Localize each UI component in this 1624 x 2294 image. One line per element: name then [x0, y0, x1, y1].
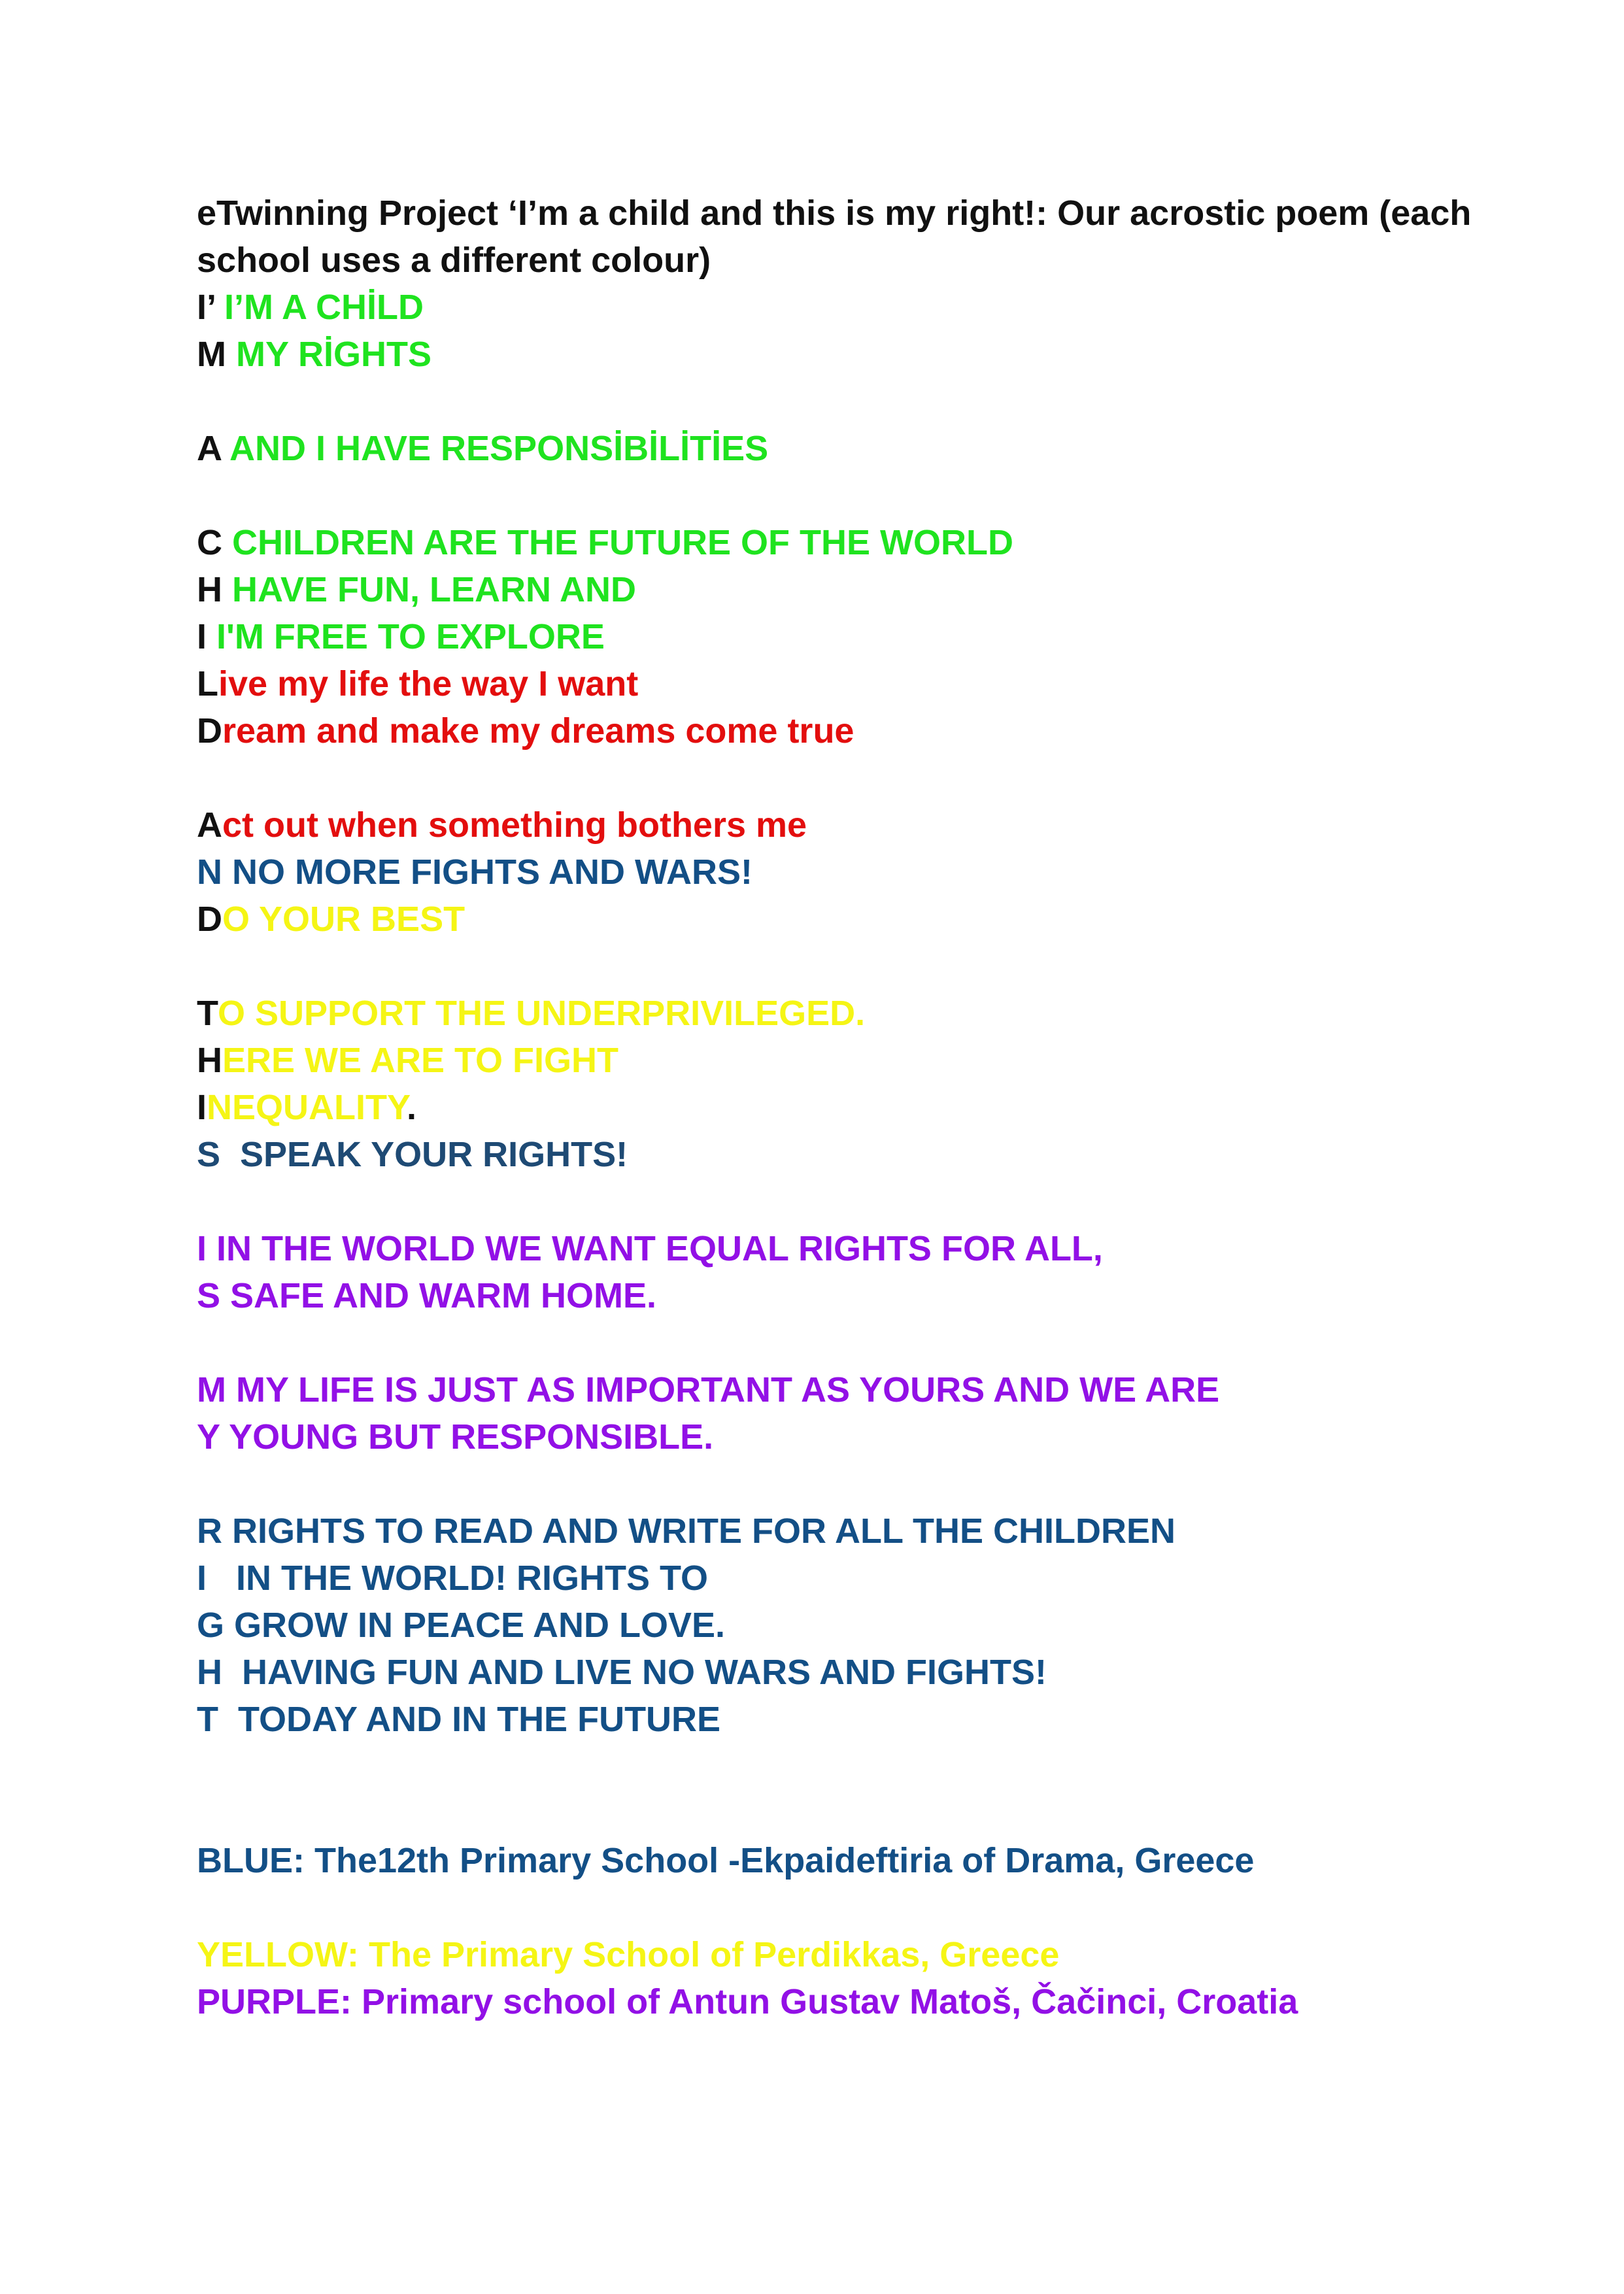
legend-yellow: YELLOW: The Primary School of Perdikkas, Greece [197, 1935, 1060, 1974]
poem-text: I'M FREE TO EXPLORE [216, 617, 605, 656]
poem-text: MY RİGHTS [236, 335, 432, 374]
blank-line [197, 472, 1504, 519]
poem-line-21: I IN THE WORLD! RIGHTS TO [197, 1559, 708, 1598]
poem-text: ive my life the way I want [218, 664, 639, 703]
poem-line-6 [197, 613, 1504, 660]
poem-text: O SUPPORT THE UNDERPRIVILEGED. [218, 994, 866, 1033]
blank-line [197, 1178, 1504, 1225]
blank-line [197, 943, 1504, 990]
poem-text: NO MORE FIGHTS AND WARS! [232, 852, 753, 892]
acrostic-letter: A [197, 805, 222, 845]
poem-line-8 [197, 707, 1504, 754]
poem-line-20: R RIGHTS TO READ AND WRITE FOR ALL THE CHILDREN [197, 1511, 1176, 1551]
poem-text: ream and make my dreams come true [222, 711, 854, 751]
legend-blue: BLUE: The12th Primary School -Ekpaideftiria of Drama, Greece [197, 1841, 1255, 1880]
acrostic-poem-document [197, 190, 1504, 2025]
poem-line-5 [197, 566, 1504, 613]
poem-line-4 [197, 519, 1504, 566]
poem-line-22: G GROW IN PEACE AND LOVE. [197, 1606, 726, 1645]
poem-text: ct out when something bothers me [222, 805, 807, 845]
poem-line-9 [197, 801, 1504, 849]
poem-line-12 [197, 990, 1504, 1037]
poem-text: CHILDREN ARE THE FUTURE OF THE WORLD [232, 523, 1013, 562]
blank-line [197, 1884, 1504, 1931]
acrostic-letter: M [197, 335, 236, 374]
poem-line-10 [197, 849, 1504, 896]
poem-line-2 [197, 331, 1504, 378]
acrostic-letter: I [197, 617, 217, 656]
poem-line-19: Y YOUNG BUT RESPONSIBLE. [197, 1417, 714, 1457]
period-mark: . [407, 1088, 417, 1127]
poem-line-1 [197, 284, 1504, 331]
poem-line-23: H HAVING FUN AND LIVE NO WARS AND FIGHTS! [197, 1653, 1047, 1692]
poem-text: HAVE FUN, LEARN AND [232, 570, 636, 609]
acrostic-letter: L [197, 664, 218, 703]
blank-line [197, 754, 1504, 801]
acrostic-letter: I [197, 1088, 207, 1127]
acrostic-letter: H [197, 1041, 222, 1080]
blank-line [197, 1319, 1504, 1366]
acrostic-letter: H [197, 570, 232, 609]
acrostic-letter: A [197, 429, 229, 468]
poem-line-18: M MY LIFE IS JUST AS IMPORTANT AS YOURS AND WE ARE [197, 1370, 1220, 1409]
poem-line-17: S SAFE AND WARM HOME. [197, 1276, 657, 1315]
acrostic-letter: I’ [197, 288, 225, 327]
poem-line-14 [197, 1084, 1504, 1131]
poem-line-11 [197, 896, 1504, 943]
poem-text: I’M A CHİLD [224, 288, 424, 327]
poem-line-16: I IN THE WORLD WE WANT EQUAL RIGHTS FOR ALL, [197, 1229, 1103, 1268]
acrostic-letter: D [197, 900, 222, 939]
blank-line [197, 378, 1504, 425]
poem-line-15: S SPEAK YOUR RIGHTS! [197, 1135, 628, 1174]
blank-line [197, 1743, 1504, 1837]
acrostic-letter: C [197, 523, 232, 562]
poem-text: NEQUALITY [207, 1088, 407, 1127]
poem-line-13 [197, 1037, 1504, 1084]
poem-line-7 [197, 660, 1504, 707]
acrostic-letter: D [197, 711, 222, 751]
poem-line-3 [197, 425, 1504, 472]
legend-purple: PURPLE: Primary school of Antun Gustav Matoš, Čačinci, Croatia [197, 1982, 1298, 2021]
poem-text: ERE WE ARE TO FIGHT [222, 1041, 619, 1080]
acrostic-letter: T [197, 994, 218, 1033]
poem-line-24: T TODAY AND IN THE FUTURE [197, 1700, 721, 1739]
poem-text: AND I HAVE RESPONSİBİLİTİES [229, 429, 769, 468]
document-title: eTwinning Project ‘I’m a child and this is my right!: Our acrostic poem (each school uses a different colour) [197, 194, 1472, 280]
acrostic-letter: N [197, 852, 232, 892]
poem-text: O YOUR BEST [222, 900, 465, 939]
blank-line [197, 1460, 1504, 1508]
